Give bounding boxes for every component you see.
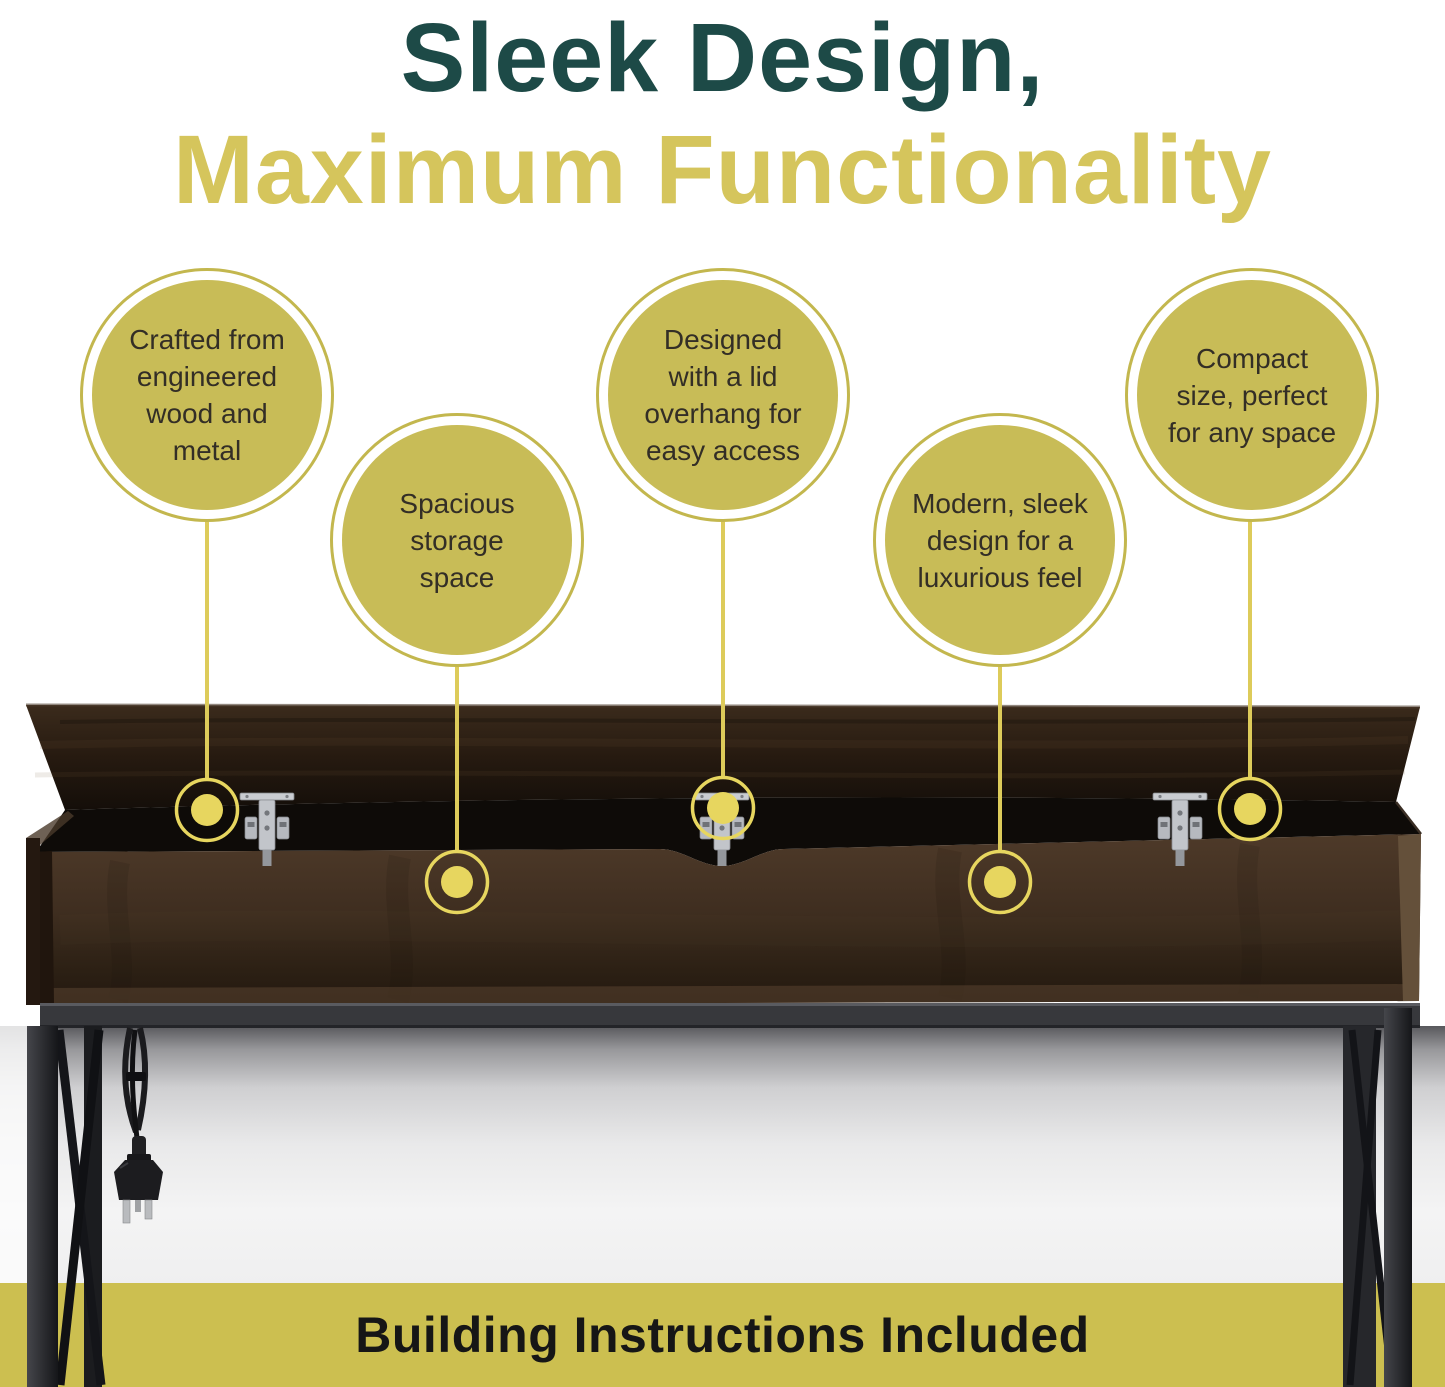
callout-text: Spacious storage space bbox=[399, 487, 515, 593]
headline-line1: Sleek Design, bbox=[400, 3, 1045, 112]
power-cord bbox=[125, 1028, 146, 1138]
callout-text: Crafted from engineered wood and metal bbox=[129, 324, 285, 466]
metal-apron bbox=[40, 1003, 1420, 1028]
right-leg-assembly bbox=[1343, 1008, 1412, 1387]
headline bbox=[0, 2, 1445, 226]
callout-design bbox=[873, 413, 1127, 667]
callout-compact-size bbox=[1125, 268, 1379, 522]
banner-text: Building Instructions Included bbox=[355, 1307, 1090, 1363]
headline-line2: Maximum Functionality bbox=[173, 115, 1272, 224]
callout-text: Modern, sleek design for a luxurious feel bbox=[912, 487, 1088, 593]
callout-lid-overhang bbox=[596, 268, 850, 522]
callout-text: Designed with a lid overhang for easy access bbox=[644, 324, 802, 466]
callout-materials bbox=[80, 268, 334, 522]
callout-storage bbox=[330, 413, 584, 667]
callout-text: Compact size, perfect for any space bbox=[1167, 342, 1337, 448]
power-plug bbox=[114, 1136, 163, 1223]
left-leg-assembly bbox=[27, 1026, 102, 1387]
